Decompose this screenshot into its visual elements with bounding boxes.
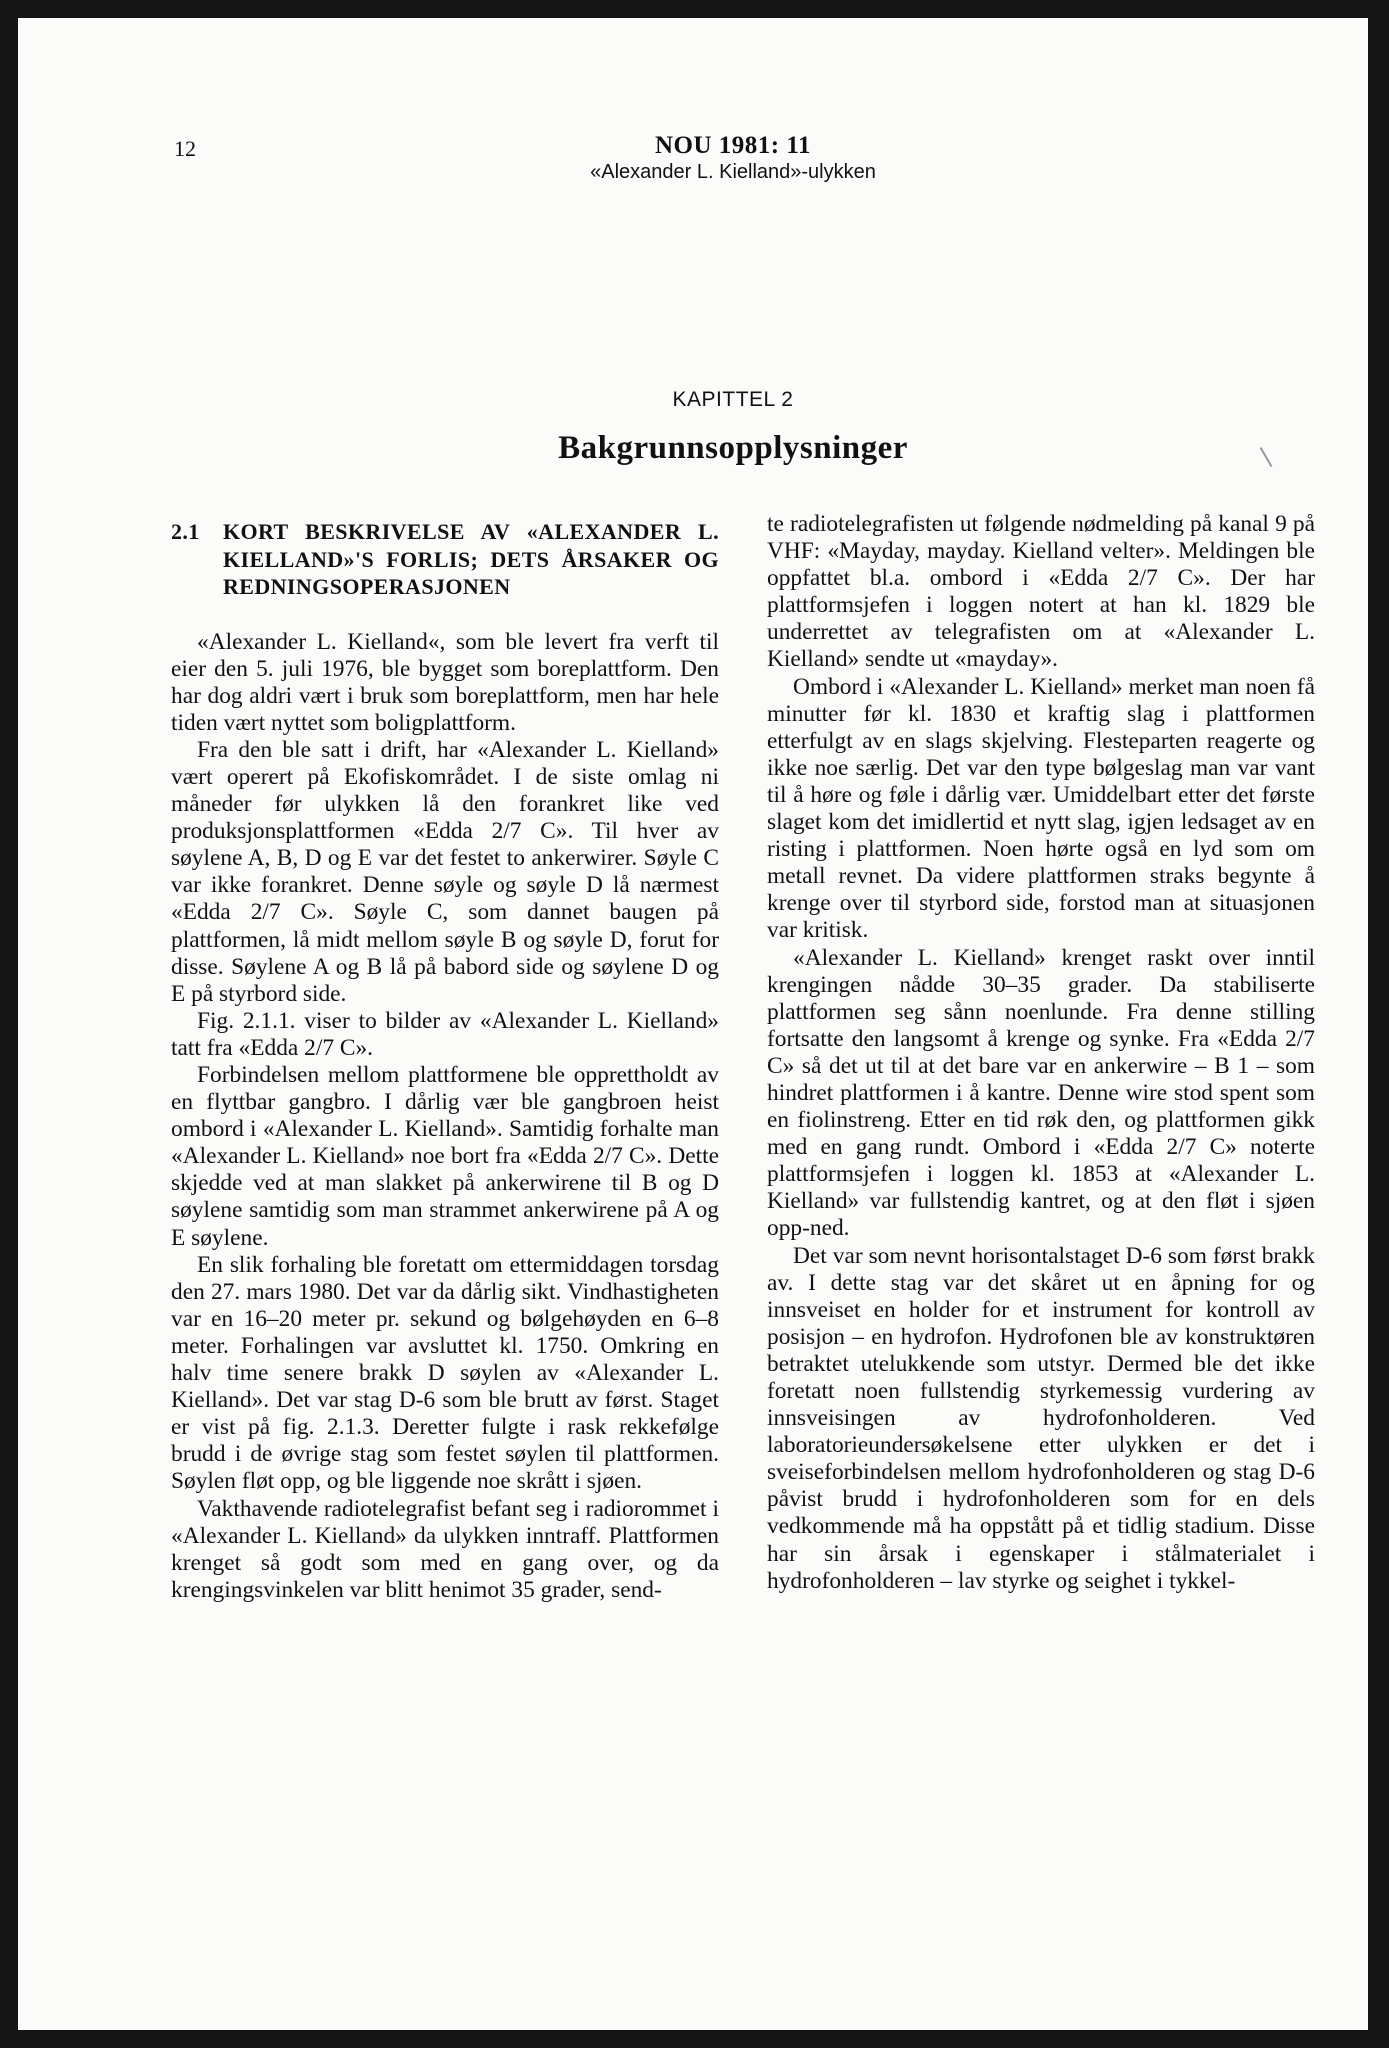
page-number: 12 bbox=[174, 136, 196, 161]
paragraph: Fra den ble satt i drift, har «Alexander L. Kielland» vært operert på Ekofiskområdet. I de siste omlag ni måneder før ulykken lå den forankret like ved produksjonsplattformen «Edda 2/7 C». Til hver av søylene A, B, D og E var det festet to ankerwirer. Søyle C var ikke forankret. Denne søyle og søyle D lå nærmest «Edda 2/7 C». Søyle C, som dannet baugen på plattformen, lå midt mellom søyle B og søyle D, forut for disse. Søylene A og B lå på babord side og søylene D og E på styrbord side. bbox=[171, 736, 719, 1007]
report-subtitle: «Alexander L. Kielland»-ulykken bbox=[590, 161, 876, 183]
chapter-label: KAPITTEL 2 bbox=[672, 388, 794, 411]
running-header bbox=[518, 132, 948, 184]
section-title: KORT BESKRIVELSE AV «ALEXANDER L. KIELLAND»'S FORLIS; DETS ÅRSAKER OG REDNINGSOPERASJONEN bbox=[223, 519, 719, 599]
section-number: 2.1 bbox=[171, 519, 200, 544]
paragraph: te radiotelegrafisten ut følgende nødmelding på kanal 9 på VHF: «Mayday, mayday. Kielland velter». Meldingen ble oppfattet bl.a. ombord i «Edda 2/7 C». Der har plattformsjefen i loggen notert at han kl. 1829 ble underrettet av telegrafisten om at «Alexander L. Kielland» sendte ut «mayday». bbox=[767, 511, 1315, 673]
report-id: NOU 1981: 11 bbox=[655, 132, 811, 159]
right-column bbox=[767, 511, 1315, 1595]
scan-mark bbox=[1260, 447, 1273, 467]
paragraph: «Alexander L. Kielland» krenget raskt over inntil krengingen nådde 30–35 grader. Da stabiliserte plattformen seg sånn noenlunde. Fra denne stilling fortsatte den langsomt å krenge og synke. Fra «Edda 2/7 C» så det ut til at det bare var en ankerwire – B 1 – som hindret plattformen i å kantre. Denne wire stod spent som en fiolinstreng. Etter en tid røk den, og plattformen gikk med en gang rundt. Ombord i «Edda 2/7 C» noterte plattformsjefen i loggen kl. 1853 at «Alexander L. Kielland» var fullstendig kantret, og at den fløt i sjøen opp-ned. bbox=[767, 944, 1315, 1242]
paragraph: Vakthavende radiotelegrafist befant seg i radiorommet i «Alexander L. Kielland» da ulykken inntraff. Plattformen krenget så godt som med en gang over, og da krengingsvinkelen var blitt henimot 35 grader, send- bbox=[171, 1495, 719, 1603]
paragraph: En slik forhaling ble foretatt om ettermiddagen torsdag den 27. mars 1980. Det var da dårlig sikt. Vindhastigheten var en 16–20 meter pr. sekund og bølgehøyden en 6–8 meter. Forhalingen var avsluttet kl. 1750. Omkring en halv time senere brakk D søylen av «Alexander L. Kielland». Det var stag D-6 som ble brutt av først. Staget er vist på fig. 2.1.3. Deretter fulgte i rask rekkefølge brudd i de øvrige stag som festet søylen til plattformen. Søylen fløt opp, og ble liggende noe skrått i sjøen. bbox=[171, 1251, 719, 1495]
paragraph: Ombord i «Alexander L. Kielland» merket man noen få minutter før kl. 1830 et kraftig slag i plattformen etterfulgt av en slags skjelving. Flesteparten reagerte og ikke noe særlig. Det var den type bølgeslag man var vant til å høre og føle i dårlig vær. Umiddelbart etter det første slaget kom det imidlertid et nytt slag, igjen ledsaget av en risting i plattformen. Noen hørte også en lyd som om metall revnet. Da videre plattformen straks begynte å krenge over til styrbord side, forstod man at situasjonen var kritisk. bbox=[767, 673, 1315, 944]
section-heading bbox=[171, 518, 719, 601]
paragraph: Forbindelsen mellom plattformene ble opprettholdt av en flyttbar gangbro. I dårlig vær ble gangbroen heist ombord i «Alexander L. Kielland». Samtidig forhalte man «Alexander L. Kielland» noe bort fra «Edda 2/7 C». Dette skjedde ved at man slakket på ankerwirene til B og D søylene samtidig som man strammet ankerwirene på A og E søylene. bbox=[171, 1062, 719, 1251]
chapter-title: Bakgrunnsopplysninger bbox=[558, 430, 908, 466]
left-column bbox=[171, 518, 719, 1604]
paragraph: Fig. 2.1.1. viser to bilder av «Alexander L. Kielland» tatt fra «Edda 2/7 C». bbox=[171, 1007, 719, 1061]
paragraph: «Alexander L. Kielland«, som ble levert fra verft til eier den 5. juli 1976, ble bygget som boreplattform. Den har dog aldri vært i bruk som boreplattform, men har hele tiden vært nyttet som boligplattform. bbox=[171, 628, 719, 736]
document-page bbox=[18, 18, 1368, 2030]
paragraph: Det var som nevnt horisontalstaget D-6 som først brakk av. I dette stag var det skåret ut en åpning for og innsveiset en holder for et instrument for kontroll av posisjon – en hydrofon. Hydrofonen ble av konstruktøren betraktet utelukkende som utstyr. Dermed ble det ikke foretatt noen fullstendig styrkemessig vurdering av innsveisingen av hydrofonholderen. Ved laboratorieundersøkelsene etter ulykken er det i sveiseforbindelsen mellom hydrofonholderen og stag D-6 påvist brudd i hydrofonholderen som for en dels vedkommende må ha oppstått på et tidlig stadium. Disse har sin årsak i egenskaper i stålmaterialet i hydrofonholderen – lav styrke og seighet i tykkel- bbox=[767, 1242, 1315, 1594]
